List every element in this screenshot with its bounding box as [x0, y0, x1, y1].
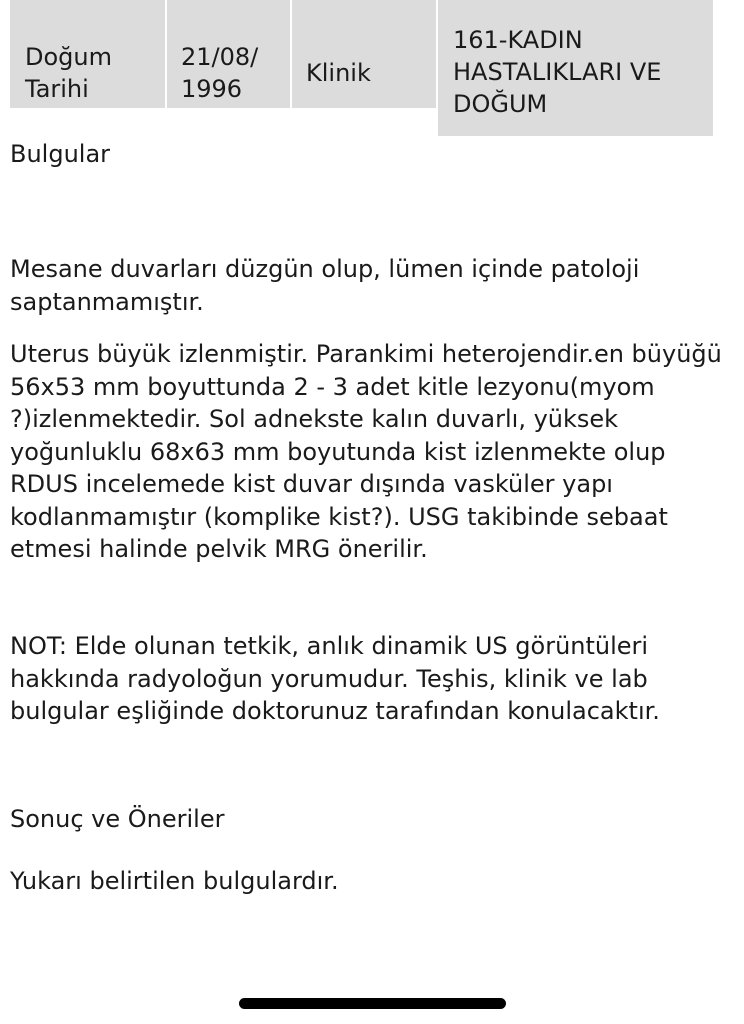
clinic-label-cell — [292, 0, 436, 108]
findings-paragraph-uterus: Uterus büyük izlenmiştir. Parankimi heterojendir.en büyüğü 56x53 mm boyuttunda 2 - 3 adet kitle lezyonu(myom ?)izlenmektedir. Sol adnekste kalın duvarlı, yüksek yoğunluklu 68x63 mm boyutunda kist izlenmekte olup RDUS incelemede kist duvar dışında vasküler yapı kodlanmamıştır (komplike kist?). USG takibinde sebaat etmesi halinde pelvik MRG önerilir. — [10, 340, 722, 563]
results-heading: Sonuç ve Öneriler — [10, 805, 225, 833]
dob-label: Doğum Tarihi — [25, 43, 112, 103]
patient-info-table — [10, 0, 713, 140]
dob-value: 21/08/ 1996 — [181, 43, 259, 103]
dob-label-cell — [10, 0, 165, 108]
table-divider — [436, 0, 438, 8]
dob-value-cell — [167, 0, 290, 108]
findings-heading: Bulgular — [10, 140, 111, 168]
clinic-label: Klinik — [306, 59, 371, 87]
home-indicator[interactable] — [239, 998, 506, 1009]
findings-paragraph-bladder: Mesane duvarları düzgün olup, lümen içinde patoloji saptanmamıştır. — [10, 255, 640, 316]
clinic-value-cell — [438, 0, 713, 136]
table-divider — [165, 0, 167, 8]
disclaimer-note: NOT: Elde olunan tetkik, anlık dinamik US görüntüleri hakkında radyoloğun yorumudur. Teşhis, klinik ve lab bulgular eşliğinde doktorunuz tarafından konulacaktır. — [10, 632, 660, 725]
clinic-value: 161-KADIN HASTALIKLARI VE DOĞUM — [453, 26, 662, 118]
results-text: Yukarı belirtilen bulgulardır. — [10, 867, 339, 895]
table-divider — [290, 0, 292, 8]
